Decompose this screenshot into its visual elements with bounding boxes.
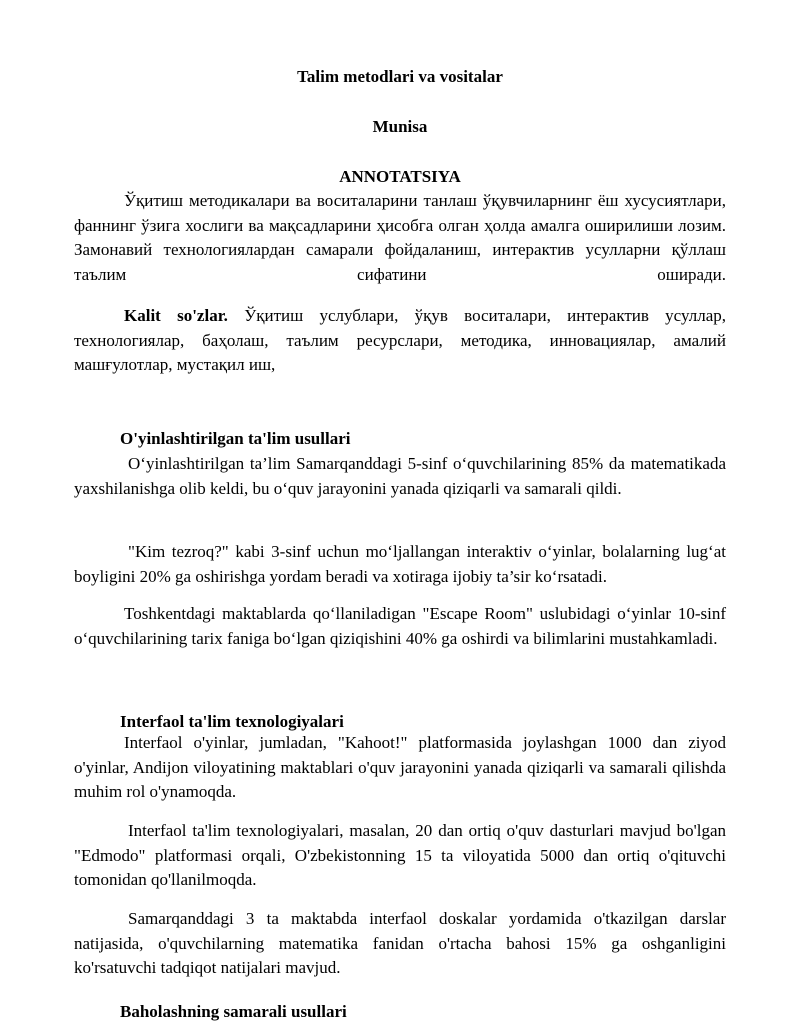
section-paragraph: O‘yinlashtirilgan ta’lim Samarqanddagi 5-sinf o‘quvchilarining 85% da matematikada yaxshilanishga olib keldi, bu o‘quv jarayonini yanada qiziqarli va samarali qildi. — [74, 454, 726, 498]
section-heading-gamified: O'yinlashtirilgan ta'lim usullari — [120, 429, 351, 448]
section-paragraph: Interfaol ta'lim texnologiyalari, masalan, 20 dan ortiq o'quv dasturlari mavjud bo'lgan "Edmodo" platformasi orqali, O'zbekistonning 15 ta viloyatida 5000 dan ortiq o'qituvchi tomonidan qo'llanilmoqda. — [74, 821, 726, 889]
annotation-heading: ANNOTATSIYA — [339, 167, 461, 186]
section-paragraph: Interfaol o'yinlar, jumladan, "Kahoot!" platformasida joylashgan 1000 dan ziyod o'yinlar, Andijon viloyatining maktablari o'quv jarayonini yanada qiziqarli va samarali qilishda muhim rol o'ynamoqda. — [74, 733, 726, 801]
keywords-paragraph — [74, 304, 726, 378]
section-paragraph: "Kim tezroq?" kabi 3-sinf uchun mo‘ljallangan interaktiv o‘yinlar, bolalarning lug‘at boyligini 20% ga oshirishga yordam beradi va xotiraga ijobiy ta’sir ko‘rsatadi. — [74, 542, 726, 586]
author-name: Munisa — [372, 117, 428, 136]
keywords-text: Ўқитиш услублари, ўқув воситалари, интерактив усуллар, технологиялар, баҳолаш, таълим ресурслари, методика, инновациялар, амалий машғулотлар, мустақил иш, — [74, 306, 727, 374]
annotation-text: Ўқитиш методикалари ва воситаларини танлаш ўқувчиларнинг ёш хусусиятлари, фаннинг ўзига хослиги ва мақсадларини ҳисобга олган ҳолда амалга оширилиши лозим. Замонавий технологиялардан самарали фойдаланиш, интерактив усулларни қўллаш таълим сифатини оширади. — [74, 191, 726, 284]
section-paragraph: Samarqanddagi 3 ta maktabda interfaol doskalar yordamida o'tkazilgan darslar natijasida, o'quvchilarning matematika fanidan o'rtacha bahosi 15% ga oshganligini ko'rsatuvchi tadqiqot natijalari mavjud. — [74, 909, 726, 977]
section-heading-assessment: Baholashning samarali usullari — [120, 1002, 347, 1021]
annotation-paragraph — [74, 189, 726, 287]
document-title: Talim metodlari va vositalar — [297, 67, 503, 86]
keywords-label: Kalit so'zlar. — [124, 306, 228, 325]
section-paragraph: Toshkentdagi maktablarda qo‘llaniladigan "Escape Room" uslubidagi o‘yinlar 10-sinf o‘quvchilarining tarix faniga bo‘lgan qiziqishini 40% ga oshirdi va bilimlarini mustahkamladi. — [74, 604, 726, 648]
section-heading-interactive: Interfaol ta'lim texnologiyalari — [120, 712, 344, 731]
